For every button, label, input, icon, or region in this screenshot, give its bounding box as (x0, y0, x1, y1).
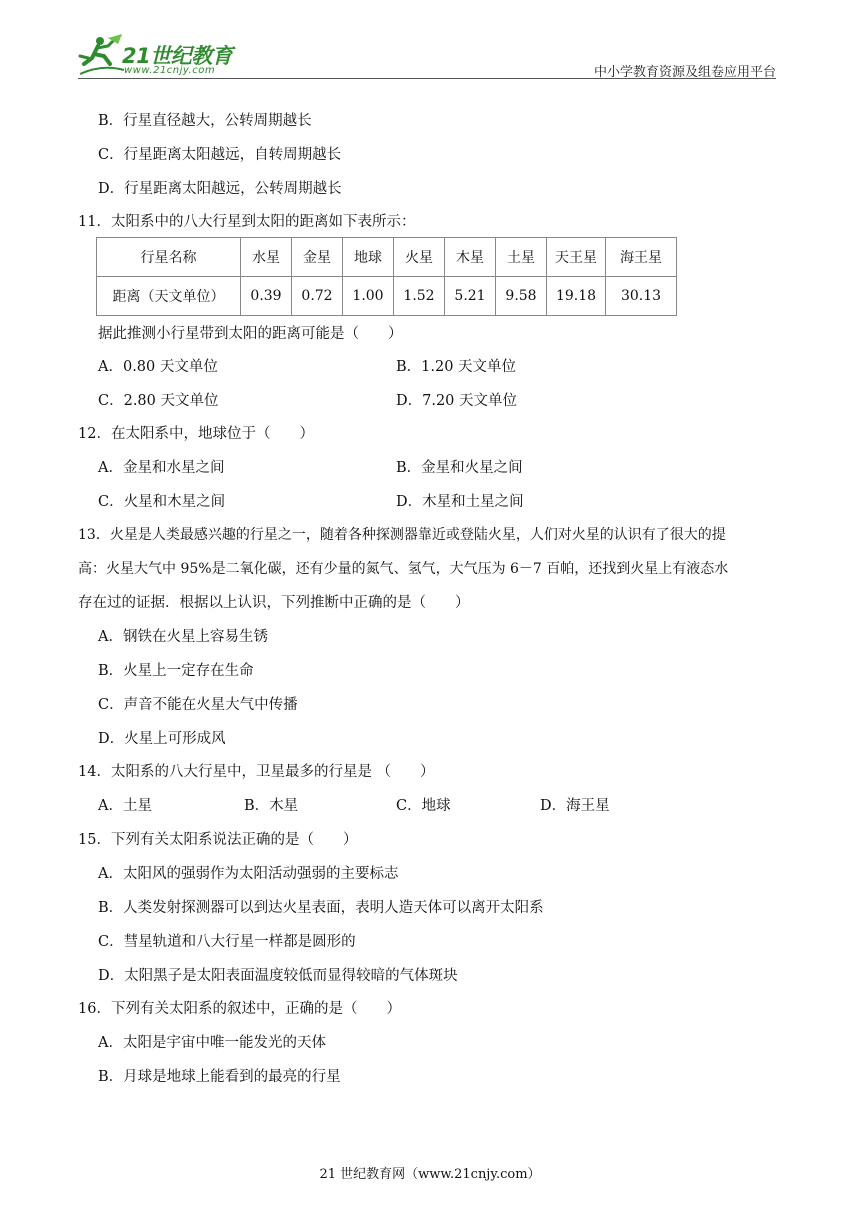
q11-option-c: C．2.80 天文单位 (98, 393, 219, 409)
q12-stem: 12．在太阳系中，地球位于（ ） (78, 426, 314, 442)
table-distance-cell: 19.18 (547, 277, 606, 316)
q10-option-d: D．行星距离太阳越远，公转周期越长 (98, 181, 342, 197)
q14-option-d: D．海王星 (540, 798, 610, 814)
q14-stem: 14．太阳系的八大行星中，卫星最多的行星是 （ ） (78, 764, 435, 780)
q11-option-b: B．1.20 天文单位 (396, 359, 517, 375)
table-planet-name: 水星 (241, 238, 292, 277)
table-distance-cell: 0.39 (241, 277, 292, 316)
planet-distance-table (96, 237, 677, 316)
q15-option-c: C．彗星轨道和八大行星一样都是圆形的 (98, 934, 356, 950)
q12-option-a: A．金星和水星之间 (98, 460, 225, 476)
table-planet-name: 金星 (292, 238, 343, 277)
header-tagline: 中小学教育资源及组卷应用平台 (593, 65, 776, 80)
q13-stem-line-3: 存在过的证据．根据以上认识，下列推断中正确的是（ ） (78, 595, 470, 611)
table-planet-name: 天王星 (547, 238, 606, 277)
q15-stem: 15．下列有关太阳系说法正确的是（ ） (78, 832, 358, 848)
q13-stem-line-2: 高：火星大气中 95%是二氧化碳，还有少量的氮气、氢气，大气压为 6－7 百帕，还找到火星上有液态水 (78, 561, 729, 577)
q16-option-b: B．月球是地球上能看到的最亮的行星 (98, 1069, 341, 1085)
table-distance-cell: 30.13 (606, 277, 677, 316)
site-logo (78, 34, 238, 80)
table-distance-cell: 0.72 (292, 277, 343, 316)
page-header (0, 0, 860, 80)
q14-option-b: B．木星 (244, 798, 299, 814)
q16-option-a: A．太阳是宇宙中唯一能发光的天体 (98, 1035, 326, 1051)
table-distance-row (97, 277, 677, 316)
running-figure-icon (78, 34, 126, 78)
q16-stem: 16．下列有关太阳系的叙述中，正确的是（ ） (78, 1001, 401, 1017)
q11-option-d: D．7.20 天文单位 (396, 393, 518, 409)
table-row-label: 距离（天文单位） (97, 277, 241, 316)
q14-option-a: A．土星 (98, 798, 152, 814)
q12-option-b: B．金星和火星之间 (396, 460, 523, 476)
q11-stem: 11．太阳系中的八大行星到太阳的距离如下表所示： (78, 214, 416, 230)
q11-option-a: A．0.80 天文单位 (98, 359, 218, 375)
q15-option-a: A．太阳风的强弱作为太阳活动强弱的主要标志 (98, 866, 399, 882)
q13-option-c: C．声音不能在火星大气中传播 (98, 697, 298, 713)
q13-option-b: B．火星上一定存在生命 (98, 663, 254, 679)
table-planet-name: 木星 (445, 238, 496, 277)
logo-text: 21世纪教育 (122, 44, 233, 68)
q11-question: 据此推测小行星带到太阳的距离可能是（ ） (98, 326, 403, 342)
table-planet-name: 地球 (343, 238, 394, 277)
q13-option-d: D．火星上可形成风 (98, 731, 226, 747)
q13-option-a: A．钢铁在火星上容易生锈 (98, 629, 268, 645)
table-header-row (97, 238, 677, 277)
q13-stem-line-1: 13．火星是人类最感兴趣的行星之一，随着各种探测器靠近或登陆火星，人们对火星的认识有了很大的提 (78, 527, 726, 543)
q14-option-c: C．地球 (396, 798, 451, 814)
table-planet-name: 土星 (496, 238, 547, 277)
q10-option-c: C．行星距离太阳越远，自转周期越长 (98, 147, 342, 163)
q15-option-b: B．人类发射探测器可以到达火星表面，表明人造天体可以离开太阳系 (98, 900, 544, 916)
logo-url: www.21cnjy.com (124, 65, 216, 76)
header-divider (78, 78, 776, 79)
table-distance-cell: 1.52 (394, 277, 445, 316)
table-header-label: 行星名称 (97, 238, 241, 277)
table-distance-cell: 5.21 (445, 277, 496, 316)
table-distance-cell: 1.00 (343, 277, 394, 316)
q12-option-d: D．木星和土星之间 (396, 494, 524, 510)
table-planet-name: 火星 (394, 238, 445, 277)
page-footer: 21 世纪教育网（www.21cnjy.com） (319, 1167, 541, 1182)
q10-option-b: B．行星直径越大，公转周期越长 (98, 113, 312, 129)
table-distance-cell: 9.58 (496, 277, 547, 316)
q12-option-c: C．火星和木星之间 (98, 494, 226, 510)
table-planet-name: 海王星 (606, 238, 677, 277)
q15-option-d: D．太阳黑子是太阳表面温度较低而显得较暗的气体斑块 (98, 968, 458, 984)
